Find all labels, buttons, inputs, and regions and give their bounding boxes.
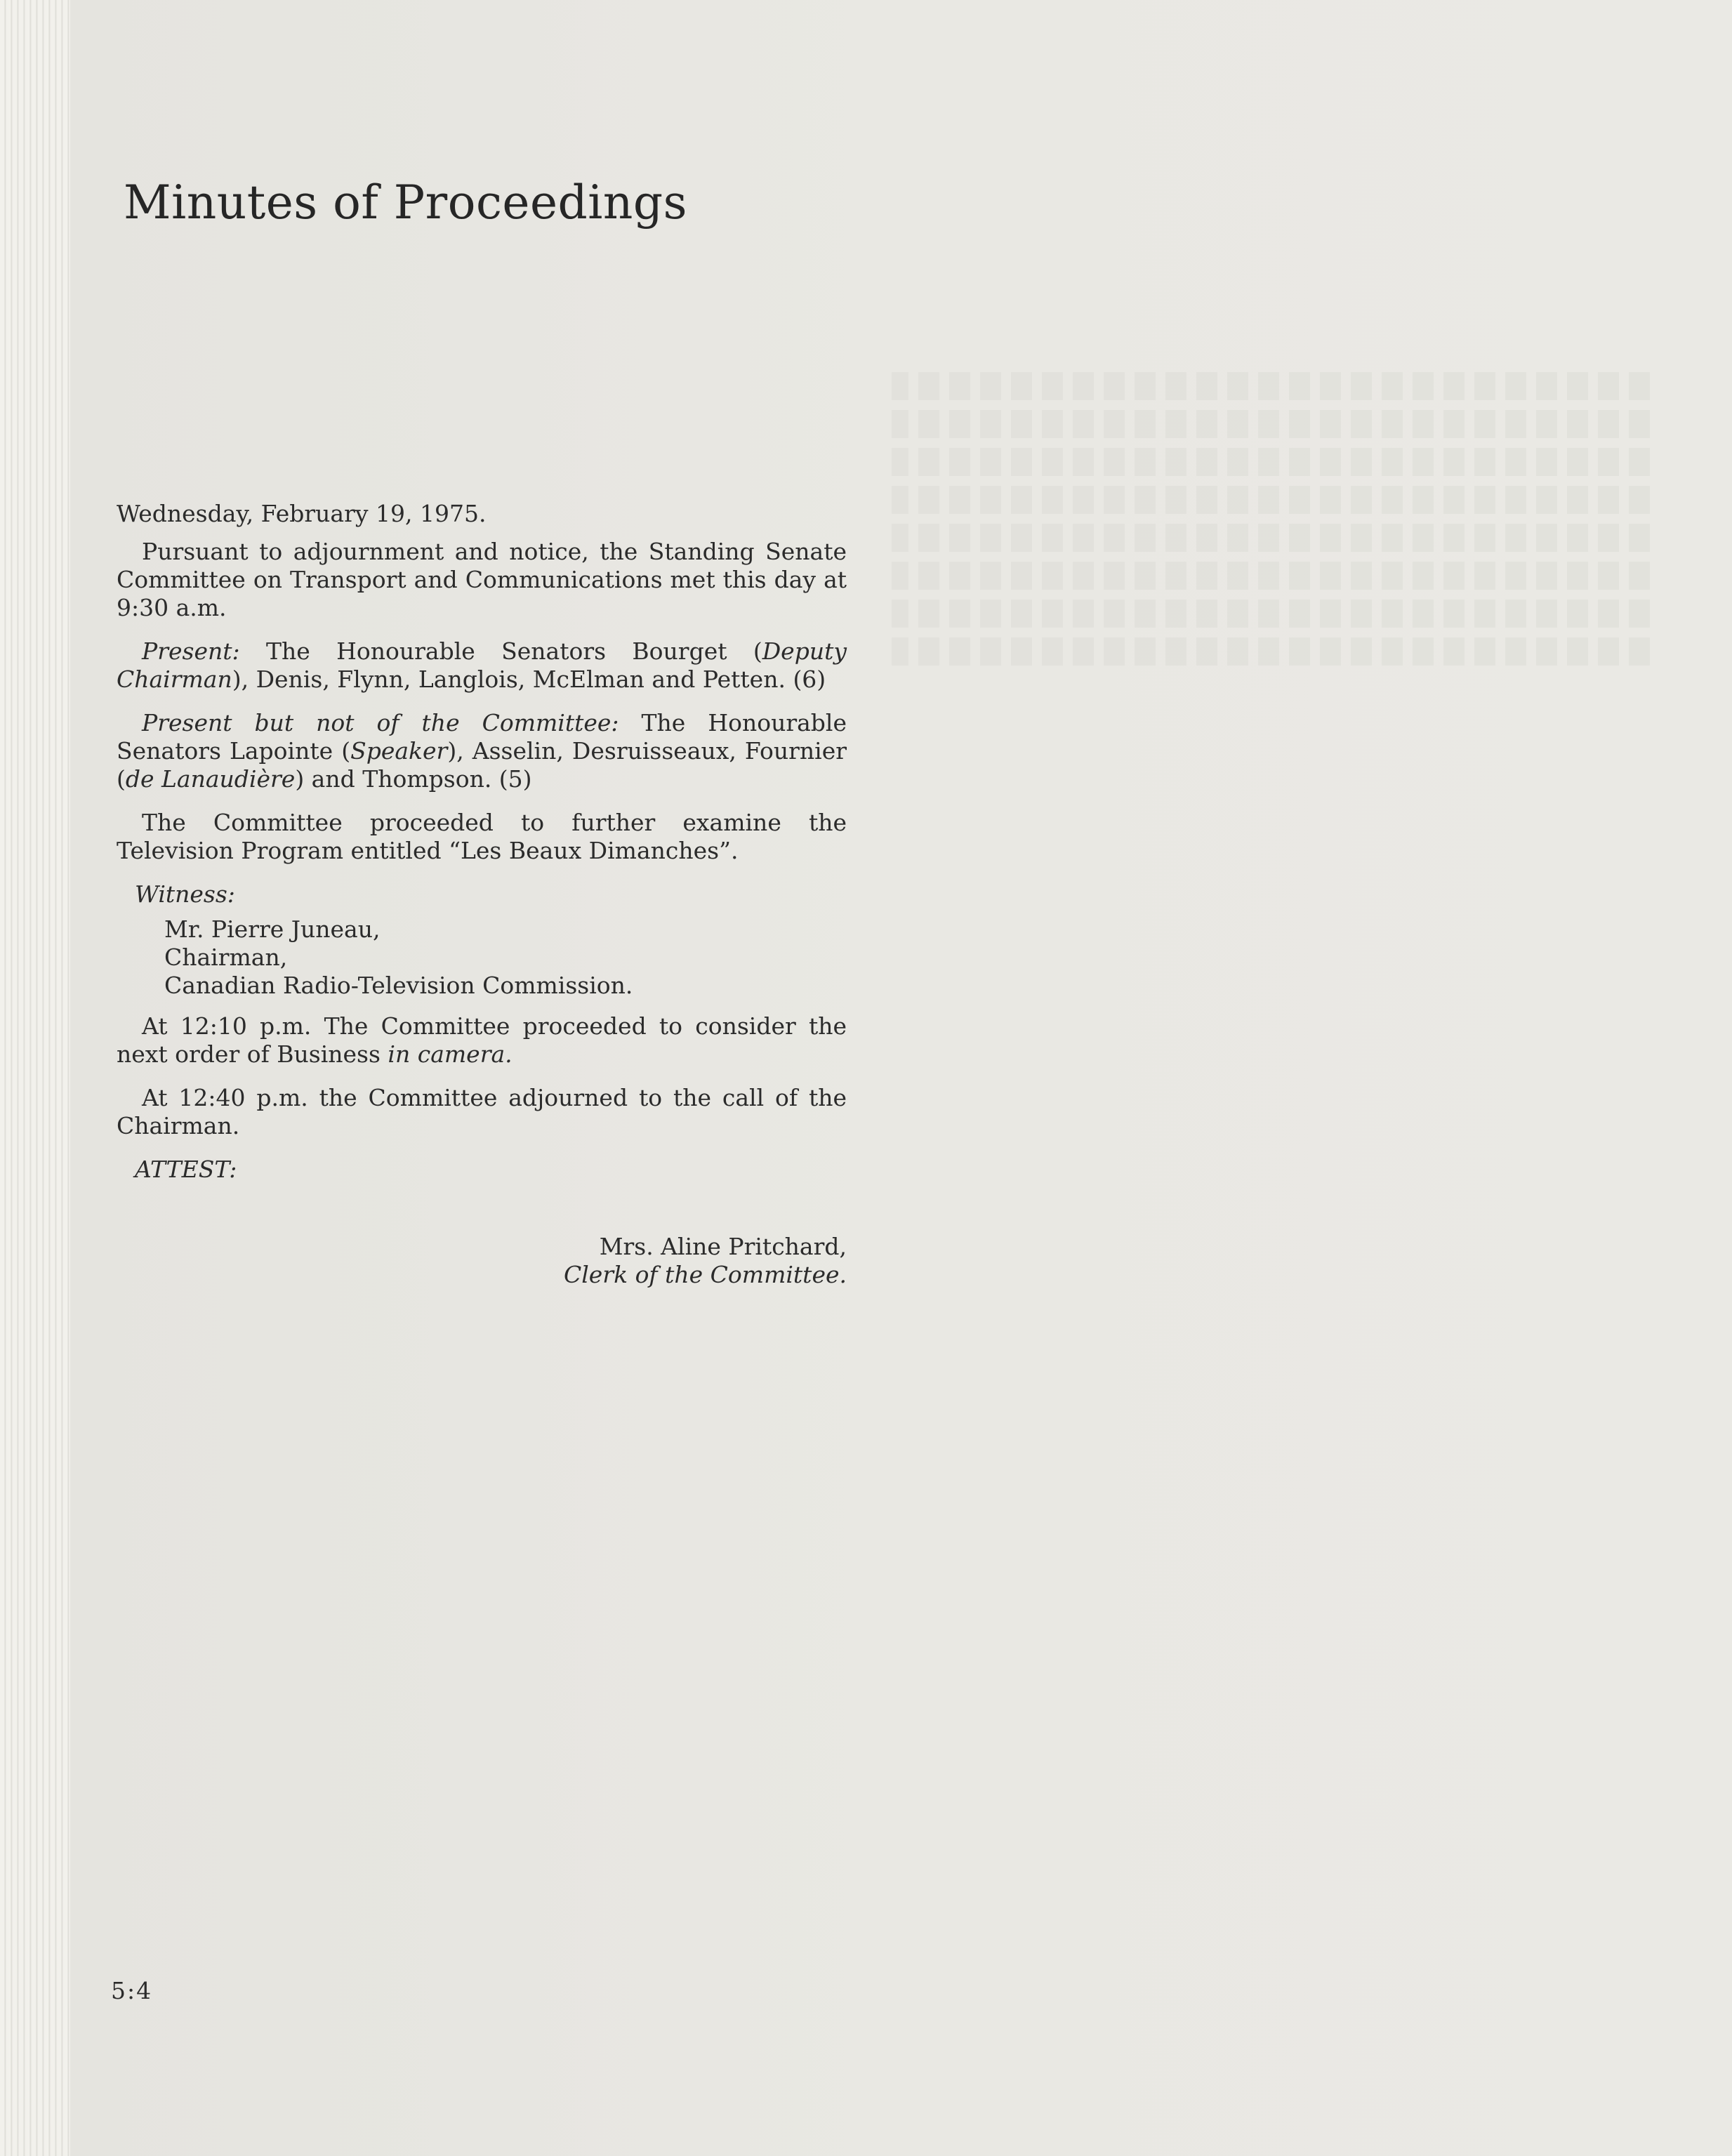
adjourn-paragraph: At 12:40 p.m. the Committee adjourned to the call of the Chairman. <box>117 1084 847 1139</box>
witness-label <box>117 880 847 908</box>
signature-name: Mrs. Aline Pritchard, <box>599 1233 847 1260</box>
witness-block <box>117 915 847 1000</box>
present-label: Present: <box>142 637 240 665</box>
signature-role-text: Clerk of the Committee. <box>563 1261 847 1288</box>
page-edge <box>0 0 70 2156</box>
present-not-text: ), Asselin, Desruisseaux, Fournier ( <box>117 737 847 793</box>
witness-title: Chairman, <box>164 944 288 971</box>
present-text: ), Denis, Flynn, Langlois, McElman and Petten. (6) <box>232 666 826 693</box>
meeting-paragraph: Pursuant to adjournment and notice, the Standing Senate Committee on Transport and Communications met this day at 9:30 a.m. <box>117 538 847 621</box>
present-not-role: de Lanaudière <box>125 765 296 793</box>
page-number: 5:4 <box>111 1977 153 2004</box>
present-paragraph <box>117 637 847 694</box>
minutes-body <box>117 500 847 1304</box>
present-not-paragraph <box>117 709 847 793</box>
present-role: Deputy Chairman <box>117 637 847 693</box>
signature-role <box>117 1261 847 1289</box>
present-not-text: ) and Thompson. (5) <box>295 765 532 793</box>
witness-organization: Canadian Radio-Television Commission. <box>164 972 633 999</box>
present-not-text: The Honourable Senators Lapointe ( <box>117 709 847 765</box>
attest-text: ATTEST: <box>135 1156 237 1183</box>
present-text: The Honourable Senators Bourget ( <box>239 637 762 665</box>
meeting-date: Wednesday, February 19, 1975. <box>117 500 487 527</box>
witness-label-text: Witness: <box>135 880 235 908</box>
page-title: Minutes of Proceedings <box>124 176 688 230</box>
attest-label <box>117 1156 847 1184</box>
camera-text: At 12:10 p.m. The Committee proceeded to consider the next order of Business <box>117 1012 847 1068</box>
examine-paragraph: The Committee proceeded to further examine the Television Program entitled “Les Beaux Dimanches”. <box>117 809 847 864</box>
camera-paragraph <box>117 1012 847 1069</box>
present-not-label: Present but not of the Committee: <box>142 709 619 736</box>
present-not-role: Speaker <box>350 737 448 765</box>
witness-name: Mr. Pierre Juneau, <box>164 915 381 943</box>
camera-italic: in camera. <box>388 1040 513 1068</box>
